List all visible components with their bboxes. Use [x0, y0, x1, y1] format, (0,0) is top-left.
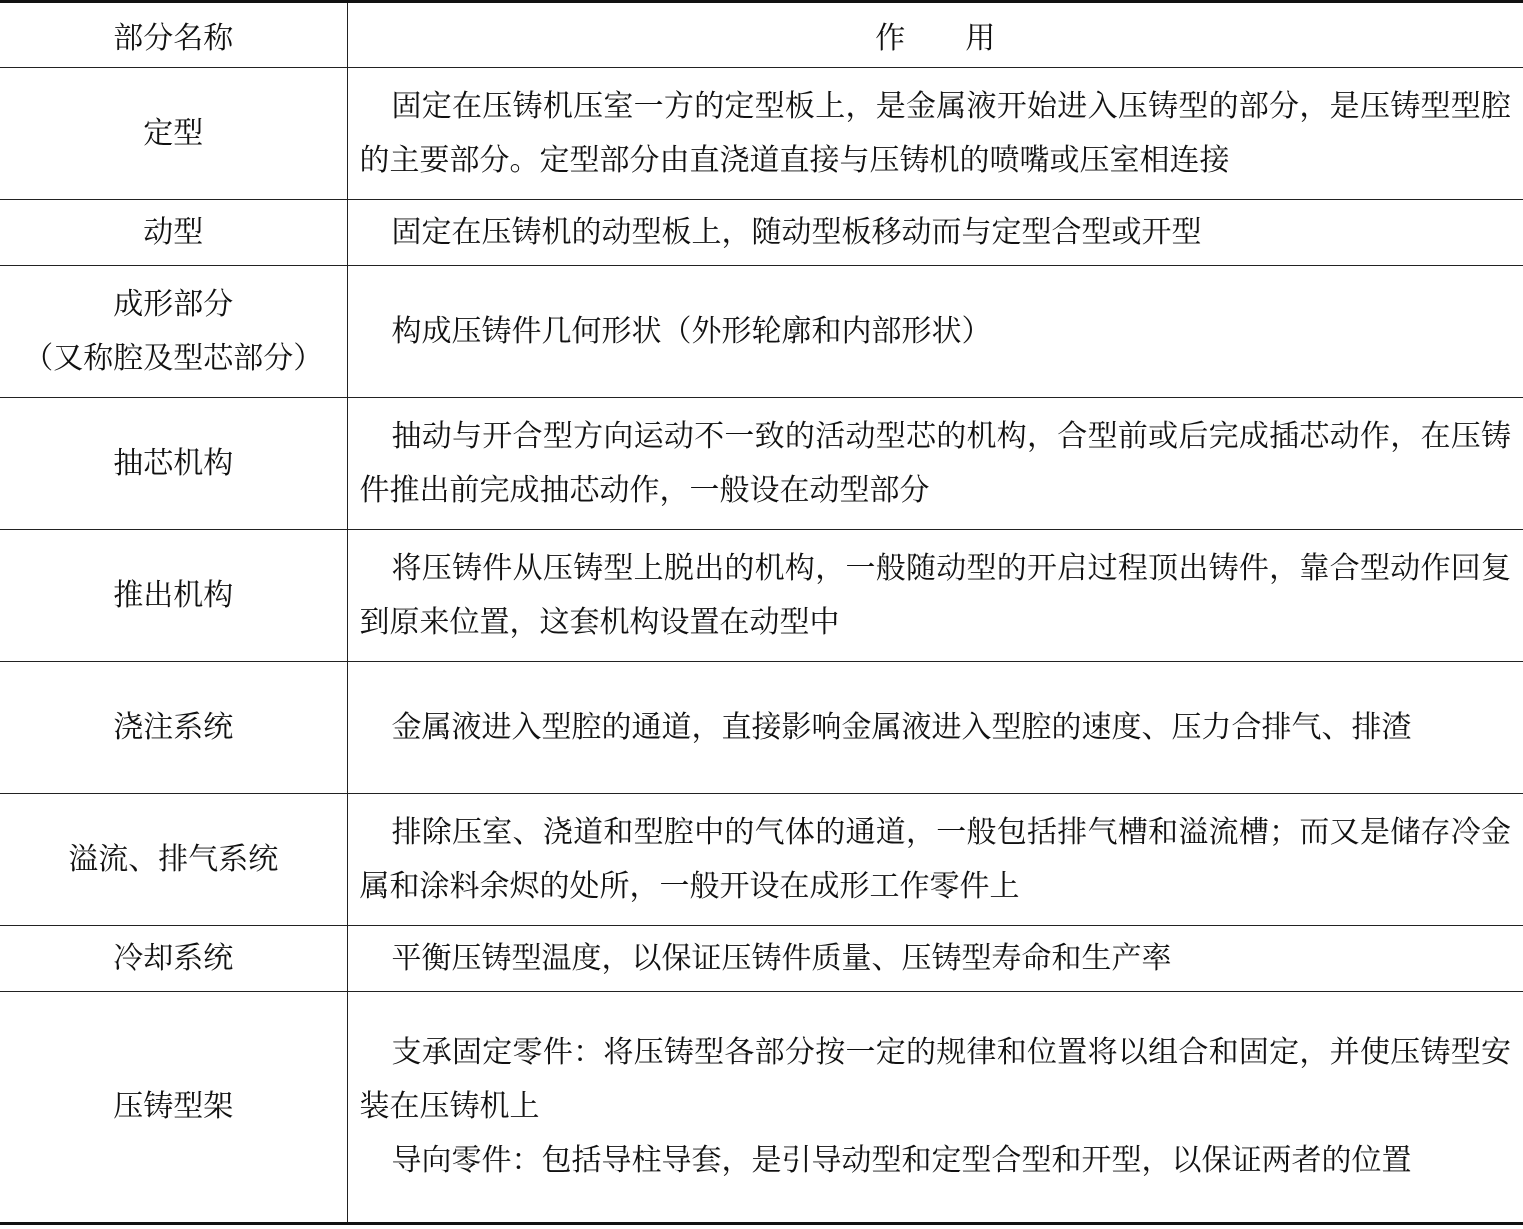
part-name-line: 成形部分: [113, 286, 234, 322]
header-function-char-2: 用: [965, 21, 996, 56]
table-row: [0, 68, 1523, 200]
table-row: [0, 398, 1523, 530]
part-name-cell: [0, 398, 347, 530]
part-name-line: 浇注系统: [113, 709, 234, 745]
header-function: [347, 2, 1523, 68]
function-paragraph: 导向零件：包括导柱导套，是引导动型和定型合型和开型，以保证两者的位置: [391, 1143, 1412, 1178]
function-paragraph: 构成压铸件几何形状（外形轮廓和内部形状）: [391, 313, 992, 349]
part-name-line: 抽芯机构: [113, 445, 234, 481]
header-part-name: 部分名称: [0, 2, 347, 68]
function-paragraph: 平衡压铸型温度，以保证压铸件质量、压铸型寿命和生产率: [391, 940, 1172, 976]
table-row: [0, 266, 1523, 398]
table-row: [0, 662, 1523, 794]
function-cell: [347, 200, 1523, 266]
function-cell: [347, 926, 1523, 992]
part-name-cell: [0, 68, 347, 200]
table-row: [0, 200, 1523, 266]
part-name-cell: [0, 992, 347, 1224]
function-paragraph: 抽动与开合型方向运动不一致的活动型芯的机构，合型前或后完成插芯动作，在压铸件推出前完成抽芯动作，一般设在动型部分: [359, 418, 1511, 508]
function-cell: [347, 68, 1523, 200]
table-row: [0, 992, 1523, 1224]
header-row: [0, 2, 1523, 68]
part-name-line: （又称腔及型芯部分）: [23, 340, 324, 376]
part-name-cell: [0, 266, 347, 398]
part-name-cell: [0, 926, 347, 992]
part-name-line: 推出机构: [113, 577, 234, 613]
part-name-line: 溢流、排气系统: [68, 841, 279, 877]
table-body: [0, 68, 1523, 1224]
table-header: [0, 2, 1523, 68]
part-name-cell: [0, 662, 347, 794]
part-name-cell: [0, 200, 347, 266]
function-cell: [347, 662, 1523, 794]
function-cell: [347, 398, 1523, 530]
part-name-line: 定型: [143, 115, 204, 151]
part-name-cell: [0, 530, 347, 662]
function-cell: [347, 266, 1523, 398]
function-paragraph: 支承固定零件：将压铸型各部分按一定的规律和位置将以组合和固定，并使压铸型安装在压铸机上: [359, 1035, 1511, 1124]
table-row: [0, 794, 1523, 926]
part-name-line: 动型: [143, 214, 204, 250]
function-paragraph: 固定在压铸机压室一方的定型板上，是金属液开始进入压铸型的部分，是压铸型型腔的主要部分。定型部分由直浇道直接与压铸机的喷嘴或压室相连接: [359, 88, 1511, 178]
part-name-line: 冷却系统: [113, 940, 234, 976]
table-row: [0, 530, 1523, 662]
part-name-line: 压铸型架: [113, 1089, 234, 1124]
function-paragraph: 将压铸件从压铸型上脱出的机构，一般随动型的开启过程顶出铸件，靠合型动作回复到原来位置，这套机构设置在动型中: [359, 550, 1511, 640]
part-name-cell: [0, 794, 347, 926]
function-paragraph: 固定在压铸机的动型板上，随动型板移动而与定型合型或开型: [391, 214, 1202, 250]
function-cell: [347, 530, 1523, 662]
function-cell: [347, 992, 1523, 1224]
header-function-char-1: 作: [875, 21, 906, 56]
function-paragraph: 排除压室、浇道和型腔中的气体的通道，一般包括排气槽和溢流槽；而又是储存冷金属和涂料余烬的处所，一般开设在成形工作零件上: [359, 814, 1511, 904]
function-paragraph: 金属液进入型腔的通道，直接影响金属液进入型腔的速度、压力合排气、排渣: [391, 709, 1412, 745]
function-cell: [347, 794, 1523, 926]
table-row: [0, 926, 1523, 992]
